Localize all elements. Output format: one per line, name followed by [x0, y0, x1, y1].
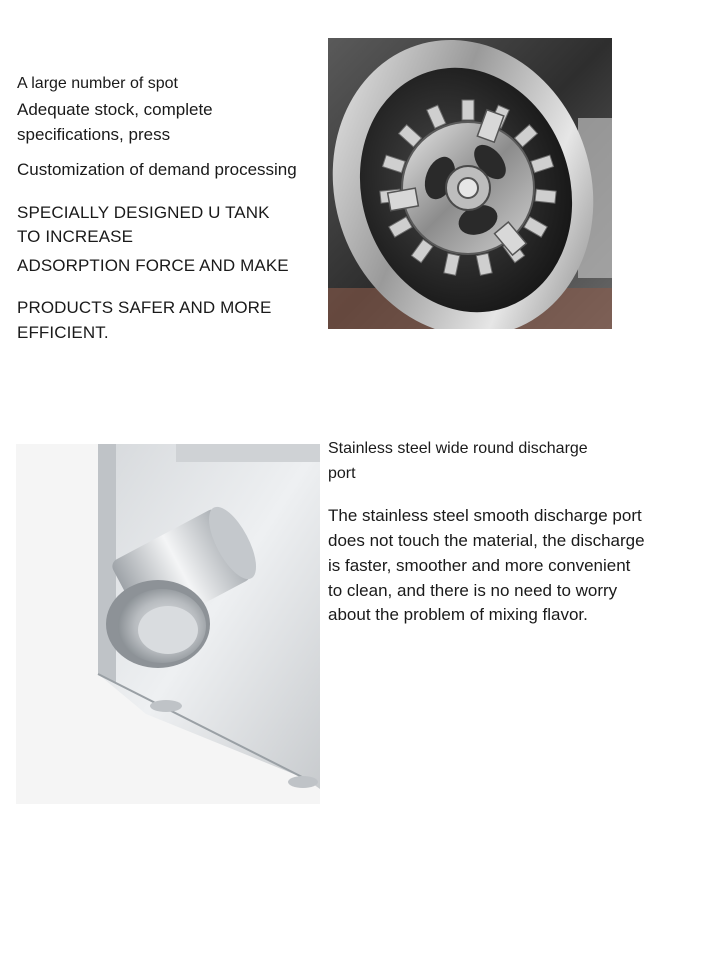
discharge-port-illustration	[16, 444, 320, 804]
crusher-rotor-photo	[328, 38, 612, 329]
specifications-line: specifications, press	[17, 125, 171, 144]
discharge-port-title-line2: port	[328, 465, 356, 482]
discharge-port-title-line1: Stainless steel wide round discharge	[328, 440, 588, 457]
crusher-rotor-illustration	[328, 38, 612, 329]
discharge-port-body-line: The stainless steel smooth discharge port	[328, 506, 642, 525]
discharge-port-body-line: is faster, smoother and more convenient	[328, 556, 631, 575]
discharge-port-body-line: about the problem of mixing flavor.	[328, 605, 588, 624]
discharge-port-body-line: to clean, and there is no need to worry	[328, 581, 618, 600]
spot-stock-line: A large number of spot	[17, 75, 178, 92]
u-tank-line: SPECIALLY DESIGNED U TANK	[17, 203, 270, 222]
adequate-stock-line: Adequate stock, complete	[17, 100, 213, 119]
discharge-port-photo	[16, 444, 320, 804]
discharge-port-body-line: does not touch the material, the discharge	[328, 531, 645, 550]
efficient-line: EFFICIENT.	[17, 323, 109, 342]
products-safer-line: PRODUCTS SAFER AND MORE	[17, 298, 272, 317]
adsorption-line: ADSORPTION FORCE AND MAKE	[17, 256, 289, 275]
increase-line: TO INCREASE	[17, 227, 134, 246]
customization-line: Customization of demand processing	[17, 160, 297, 179]
